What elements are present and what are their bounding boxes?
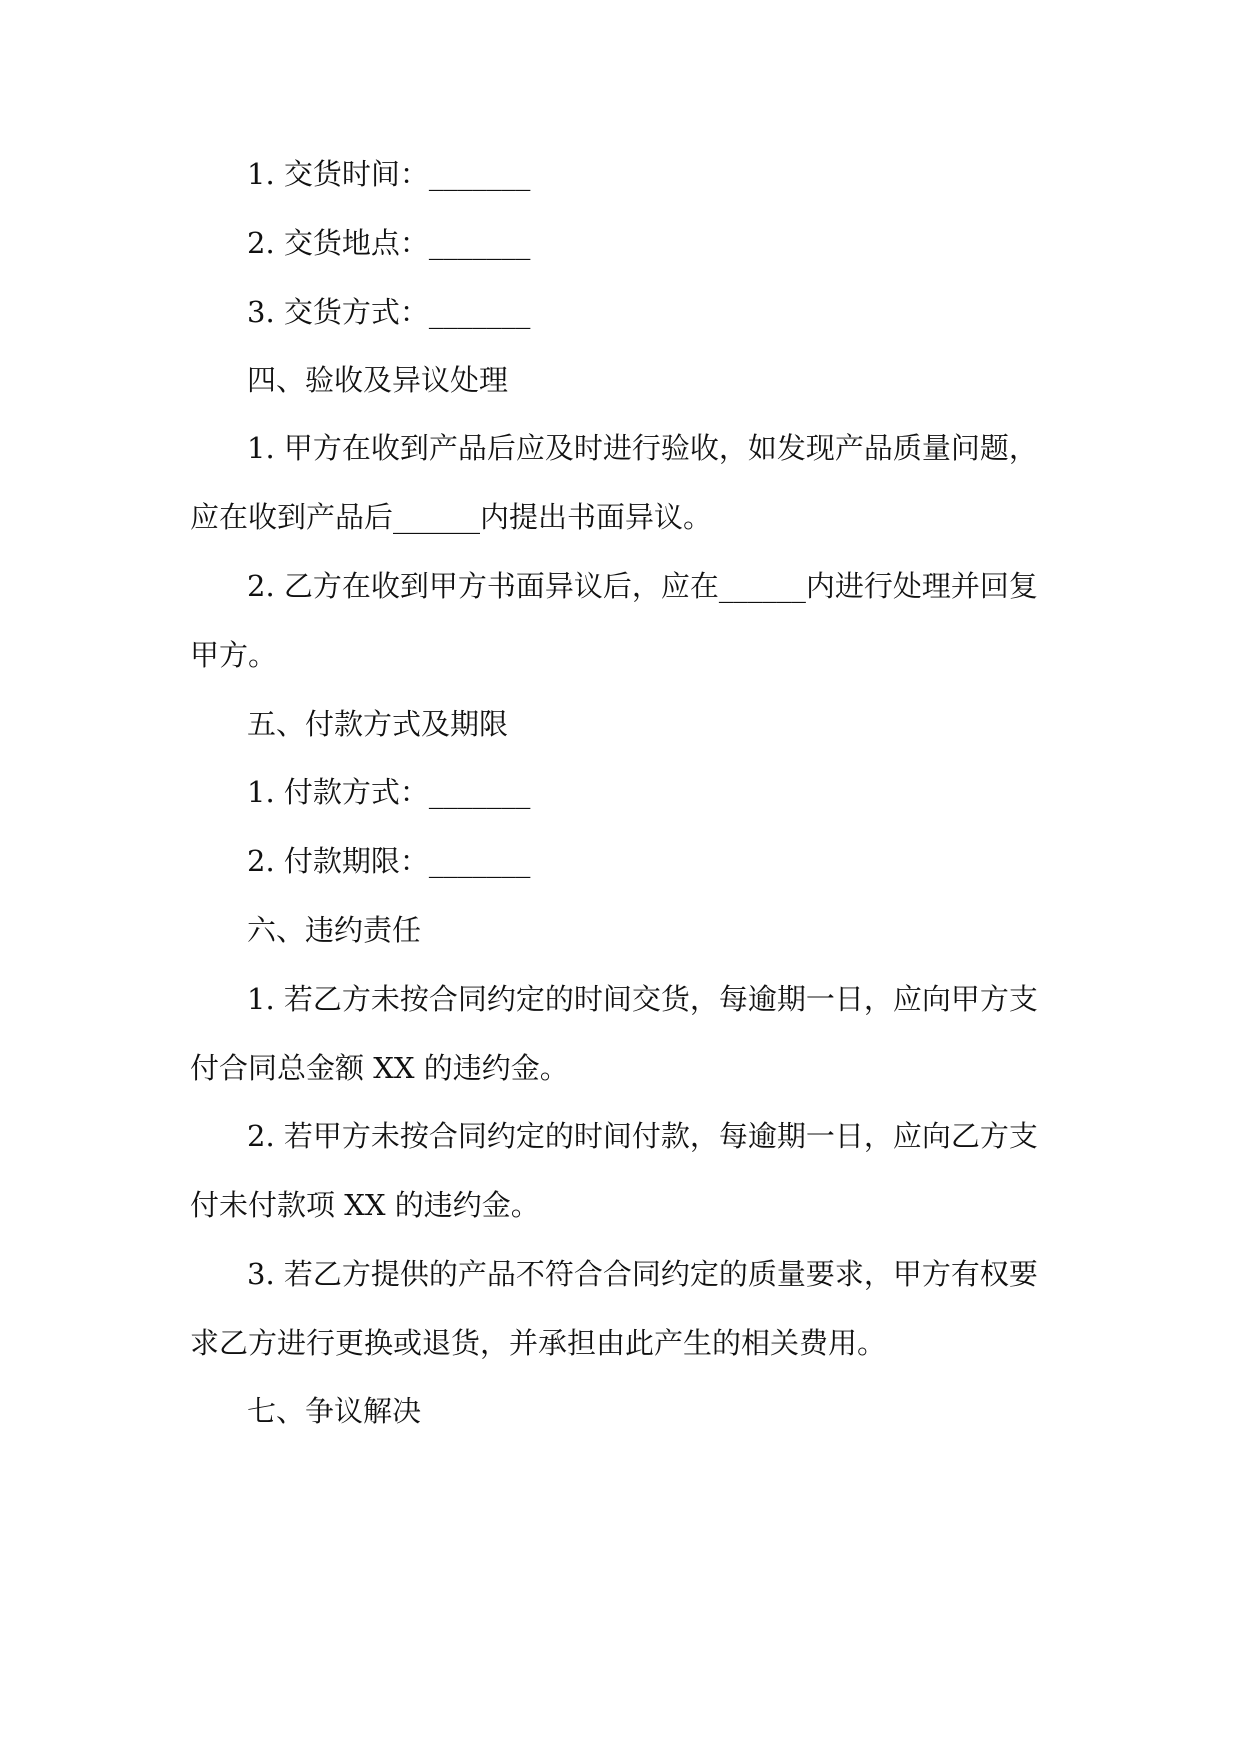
delivery-time-line: 1. 交货时间：_______	[247, 157, 531, 191]
liability-clause-2: 2. 若甲方未按合同约定的时间付款，每逾期一日，应向乙方支	[247, 1119, 1038, 1153]
payment-method-line: 1. 付款方式：_______	[247, 775, 531, 809]
delivery-method-line: 3. 交货方式：_______	[247, 295, 531, 329]
inspection-clause-1-cont: 应在收到产品后______内提出书面异议。	[190, 500, 713, 534]
liability-clause-3-cont: 求乙方进行更换或退货，并承担由此产生的相关费用。	[190, 1326, 887, 1360]
inspection-clause-1: 1. 甲方在收到产品后应及时进行验收，如发现产品质量问题，	[247, 431, 1038, 465]
delivery-place-line: 2. 交货地点：_______	[247, 226, 531, 260]
section-heading-payment: 五、付款方式及期限	[247, 707, 509, 741]
section-heading-inspection: 四、验收及异议处理	[247, 363, 509, 397]
liability-clause-2-cont: 付未付款项 XX 的违约金。	[190, 1188, 540, 1222]
section-heading-dispute: 七、争议解决	[247, 1394, 422, 1428]
liability-clause-1: 1. 若乙方未按合同约定的时间交货，每逾期一日，应向甲方支	[247, 982, 1038, 1016]
payment-term-line: 2. 付款期限：_______	[247, 844, 531, 878]
inspection-clause-2-cont: 甲方。	[190, 638, 278, 672]
liability-clause-3: 3. 若乙方提供的产品不符合合同约定的质量要求，甲方有权要	[247, 1257, 1038, 1291]
section-heading-liability: 六、违约责任	[247, 913, 422, 947]
inspection-clause-2: 2. 乙方在收到甲方书面异议后，应在______内进行处理并回复	[247, 569, 1038, 603]
liability-clause-1-cont: 付合同总金额 XX 的违约金。	[190, 1051, 569, 1085]
